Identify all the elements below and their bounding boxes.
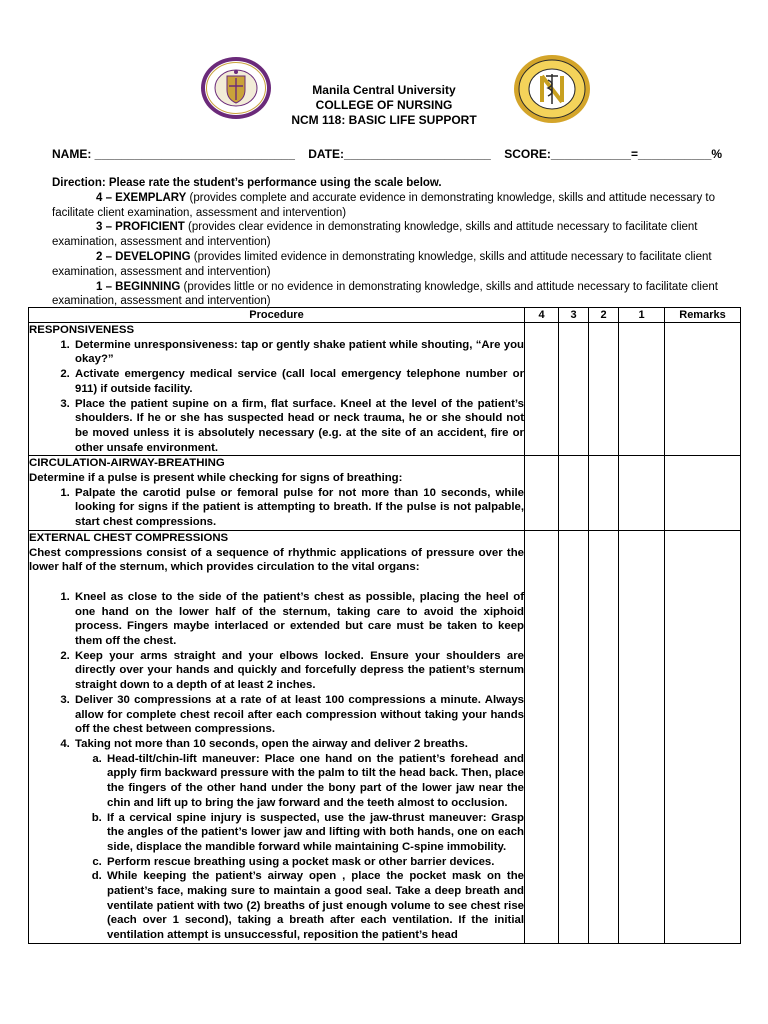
step-list — [29, 486, 524, 530]
remarks-cell[interactable] — [665, 530, 741, 943]
list-item: 3. Deliver 30 compressions at a rate of at least 100 compressions a minute. Always allow for complete chest recoil after each compression without taking your hands off the chest between compressions. — [73, 693, 524, 737]
score-label: SCORE: — [504, 147, 551, 161]
scale-item-2: 2 – DEVELOPING (provides limited evidence in demonstrating knowledge, skills and attitude necessary to facilitate client examination, assessment and intervention) — [52, 250, 712, 278]
procedure-cell-responsiveness — [29, 323, 525, 456]
equals-sign: = — [630, 147, 638, 161]
student-info-line — [52, 147, 722, 161]
list-item: d. While keeping the patient’s airway open , place the pocket mask on the patient’s face, making sure to maintain a good seal. Take a deep breath and ventilate patient with two (2) breaths of just enough volume to see chest rise (each over 1 second), taking a breath after each ventilation. If the initial ventilation attempt is unsuccessful, reposition the patient’s head — [105, 869, 524, 943]
score-cell-3[interactable] — [559, 323, 589, 456]
step-list — [29, 338, 524, 456]
direction-line — [52, 176, 742, 191]
name-blank: ______________________________ — [94, 147, 295, 161]
section-title: RESPONSIVENESS — [29, 324, 135, 336]
procedure-cell-cab — [29, 456, 525, 531]
header-score-2: 2 — [589, 308, 619, 323]
list-item: 1. Palpate the carotid pulse or femoral pulse for not more than 10 seconds, while looking for signs if the patient is attempting to breath. If the pulse is not palpable, start chest compressions. — [73, 486, 524, 530]
direction-text: Please rate the student’s performance using the scale below. — [108, 177, 442, 189]
percent-blank: ___________ — [637, 147, 712, 161]
section-title: CIRCULATION-AIRWAY-BREATHING — [29, 457, 225, 470]
score-cell-4[interactable] — [525, 456, 559, 531]
list-item: 1. Kneel as close to the side of the patient’s chest as possible, placing the heel of one hand on the lower half of the sternum, taking care to avoid the xiphoid process. Fingers maybe interlaced or extended but care must be taken to keep them off the chest. — [73, 590, 524, 649]
title-block — [0, 83, 768, 128]
direction-label: Direction: — [52, 177, 106, 189]
section-description: Chest compressions consist of a sequence of rhythmic applications of pressure over the lower half of the sternum, which provides circulation to the vital organs: — [29, 546, 524, 574]
table-row — [29, 456, 741, 531]
list-item: 4. Taking not more than 10 seconds, open the airway and deliver 2 breaths. a. Head-tilt/chin-lift maneuver: Place one hand on the patient’s forehead and apply firm backward pressure with the palm to tilt the head back. Then, place the fingers of the other hand under the bony part of the lower jaw near the chin and lift up to bring the jaw forward and the teeth almost to occlusion. b. If a cervical spine injury is suspected, use the jaw-thrust maneuver: Grasp the angles of the patient’s lower jaw and lifting with both hands, one on each side, displace the mandible forward while maintaining C-spine immobility. c. Perform rescue breathing using a pocket mask or other barrier devices. d. While keeping the patient’s airway open , place the pocket mask on the patient’s face, making sure to maintain a good seal. Take a deep breath and ventilate patient with two (2) breaths of just enough volume to see chest rise (each over 1 second), taking a breath after each ventilation. If the initial ventilation attempt is unsuccessful, reposition the patient’s head — [73, 737, 524, 943]
list-item: c. Perform rescue breathing using a pocket mask or other barrier devices. — [105, 855, 524, 870]
score-cell-1[interactable] — [619, 530, 665, 943]
course-title: NCM 118: BASIC LIFE SUPPORT — [291, 113, 477, 127]
step-list — [29, 590, 524, 943]
list-item: 1. Determine unresponsiveness: tap or gently shake patient while shouting, “Are you okay?” — [73, 338, 524, 367]
section-description: Determine if a pulse is present while checking for signs of breathing: — [29, 472, 403, 485]
score-cell-4[interactable] — [525, 323, 559, 456]
header-score-1: 1 — [619, 308, 665, 323]
list-item: b. If a cervical spine injury is suspected, use the jaw-thrust maneuver: Grasp the angles of the patient’s lower jaw and lifting with both hands, one on each side, displace the mandible forward while maintaining C-spine immobility. — [105, 811, 524, 855]
score-cell-3[interactable] — [559, 530, 589, 943]
procedure-cell-chest-compressions — [29, 530, 525, 943]
university-name: Manila Central University — [312, 83, 456, 97]
table-row — [29, 323, 741, 456]
score-cell-3[interactable] — [559, 456, 589, 531]
score-blank: ____________ — [550, 147, 631, 161]
remarks-cell[interactable] — [665, 323, 741, 456]
score-cell-1[interactable] — [619, 323, 665, 456]
direction-block — [52, 176, 742, 309]
table-row — [29, 530, 741, 943]
name-label: NAME: — [52, 147, 92, 161]
list-item: 3. Place the patient supine on a firm, flat surface. Kneel at the level of the patient’s shoulders. If he or she has suspected head or neck trauma, he or she should not be moved unless it is absolutely necessary (e.g. at the site of an accident, fire or other unsafe environment. — [73, 397, 524, 456]
score-cell-2[interactable] — [589, 456, 619, 531]
percent-sign: % — [711, 147, 723, 161]
score-cell-2[interactable] — [589, 530, 619, 943]
scale-item-3: 3 – PROFICIENT (provides clear evidence in demonstrating knowledge, skills and attitude necessary to facilitate client examination, assessment and intervention) — [52, 221, 698, 249]
header-procedure: Procedure — [29, 308, 525, 323]
date-label: DATE: — [308, 147, 345, 161]
header-remarks: Remarks — [665, 308, 741, 323]
document-header — [0, 0, 768, 140]
list-item: 2. Keep your arms straight and your elbows locked. Ensure your shoulders are directly over your hands and quickly and forcefully depress the patient’s sternum straight down to a depth of at least 2 inches. — [73, 649, 524, 693]
rubric-table — [28, 307, 741, 944]
college-name: COLLEGE OF NURSING — [315, 98, 453, 112]
header-score-3: 3 — [559, 308, 589, 323]
remarks-cell[interactable] — [665, 456, 741, 531]
list-item: 2. Activate emergency medical service (call local emergency telephone number or 911) if outside facility. — [73, 367, 524, 396]
header-score-4: 4 — [525, 308, 559, 323]
table-header-row — [29, 308, 741, 323]
score-cell-2[interactable] — [589, 323, 619, 456]
list-item: a. Head-tilt/chin-lift maneuver: Place one hand on the patient’s forehead and apply firm backward pressure with the palm to tilt the head back. Then, place the fingers of the other hand under the bony part of the lower jaw near the chin and lift up to bring the jaw forward and the teeth almost to occlusion. — [105, 752, 524, 811]
date-blank: ______________________ — [344, 147, 491, 161]
scale-item-4: 4 – EXEMPLARY (provides complete and accurate evidence in demonstrating knowledge, skills and attitude necessary to facilitate client examination, assessment and intervention) — [52, 191, 715, 219]
substep-list — [75, 752, 524, 943]
score-cell-1[interactable] — [619, 456, 665, 531]
score-cell-4[interactable] — [525, 530, 559, 943]
section-title: EXTERNAL CHEST COMPRESSIONS — [29, 531, 229, 544]
scale-item-1: 1 – BEGINNING (provides little or no evidence in demonstrating knowledge, skills and attitude necessary to facilitate client examination, assessment and intervention) — [52, 280, 718, 308]
